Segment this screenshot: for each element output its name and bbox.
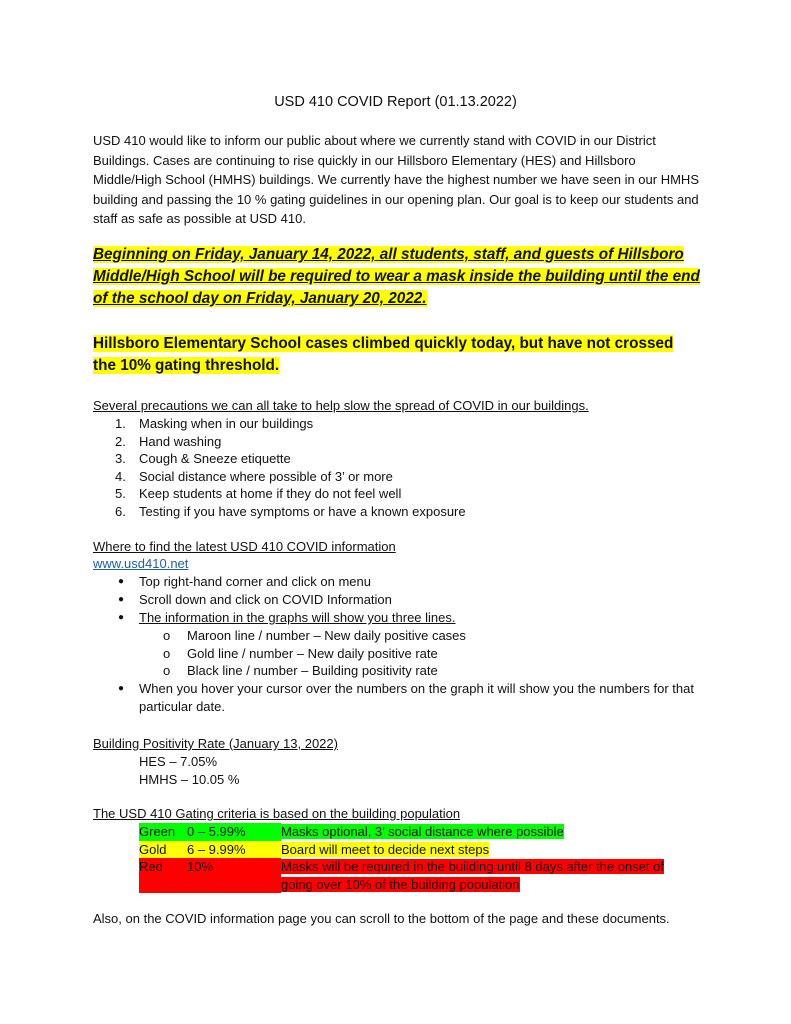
gating-range: 6 – 9.99% [187,841,281,859]
table-row [139,841,671,859]
precautions-list [115,415,466,520]
gating-range: 10% [187,858,281,893]
hmhs-rate: HMHS – 10.05 % [139,771,240,787]
list-item: 4. Social distance where possible of 3’ or more [115,468,393,484]
circle-bullet-icon: o [163,628,171,643]
hes-cases-alert [93,333,693,377]
gating-heading: The USD 410 Gating criteria is based on the building population [93,806,461,821]
page-title: USD 410 COVID Report (01.13.2022) [274,94,517,110]
info-heading: Where to find the latest USD 410 COVID information [93,539,396,554]
list-item: o Maroon line / number – New daily positive cases [163,628,466,643]
list-item: 2. Hand washing [115,433,222,449]
list-item: 3. Cough & Sneeze etiquette [115,451,291,466]
bullet-icon: ● [118,612,125,623]
circle-bullet-icon: o [163,645,171,661]
hes-rate: HES – 7.05% [139,754,218,769]
gating-level: Gold [139,841,187,859]
table-row [139,858,671,893]
gating-action: Masks will be required in the building until 8 days after the onset of going over 10% of the building population [281,859,664,892]
bullet-icon: ● [118,576,125,587]
intro-paragraph: USD 410 would like to inform our public about where we currently stand with COVID in our District Buildings. Cases are continuing to rise quickly in our Hillsboro Elementary (HES) and Hillsboro Middle/High School (HMHS) buildings. We currently have the highest number we have seen in our HMHS building and passing the 10 % gating guidelines in our opening plan. Our goal is to keep our students and staff as safe as possible at USD 410. [93,133,699,226]
gating-range: 0 – 5.99% [187,823,281,841]
bullet-icon: ● [118,683,125,694]
graph-lines-list [163,627,466,680]
mask-alert-text: Beginning on Friday, January 14, 2022, all students, staff, and guests of Hillsboro Middle/High School will be required to wear a mask inside the building until the end of the school day on Friday, January 20, 2022. [93,246,700,307]
list-item: 5. Keep students at home if they do not feel well [115,486,402,501]
hover-note-item: ● When you hover your cursor over the numbers on the graph it will show you the numbers for that particular date. [118,681,694,714]
list-item: ● The information in the graphs will show you three lines. [118,610,456,625]
precautions-heading: Several precautions we can all take to help slow the spread of COVID in our buildings. [93,398,589,413]
list-item: 1. Masking when in our buildings [115,416,314,431]
list-item: o Black line / number – Building positivity rate [163,663,438,679]
list-item: o Gold line / number – New daily positive rate [163,645,438,661]
list-item: 6. Testing if you have symptoms or have a known exposure [115,503,466,519]
positivity-heading: Building Positivity Rate (January 13, 2022) [93,736,338,751]
hes-alert-text: Hillsboro Elementary School cases climbed quickly today, but have not crossed the 10% gating threshold. [93,335,674,374]
circle-bullet-icon: o [163,663,171,679]
gating-level: Red [139,858,187,893]
list-item: ● Scroll down and click on COVID Information [118,592,392,607]
footer-note: Also, on the COVID information page you can scroll to the bottom of the page and these documents. [93,911,670,926]
positivity-rates [139,753,239,788]
table-row [139,823,671,841]
mask-requirement-alert [93,244,713,310]
gating-action: Masks optional, 3’ social distance where possible [281,824,564,839]
bullet-icon: ● [118,594,125,605]
info-steps-list [118,573,708,627]
gating-level: Green [139,823,187,841]
gating-action: Board will meet to decide next steps [281,841,490,857]
list-item: ● Top right-hand corner and click on menu [118,574,371,589]
gating-table [139,823,671,893]
district-website-link[interactable]: www.usd410.net [93,556,189,571]
